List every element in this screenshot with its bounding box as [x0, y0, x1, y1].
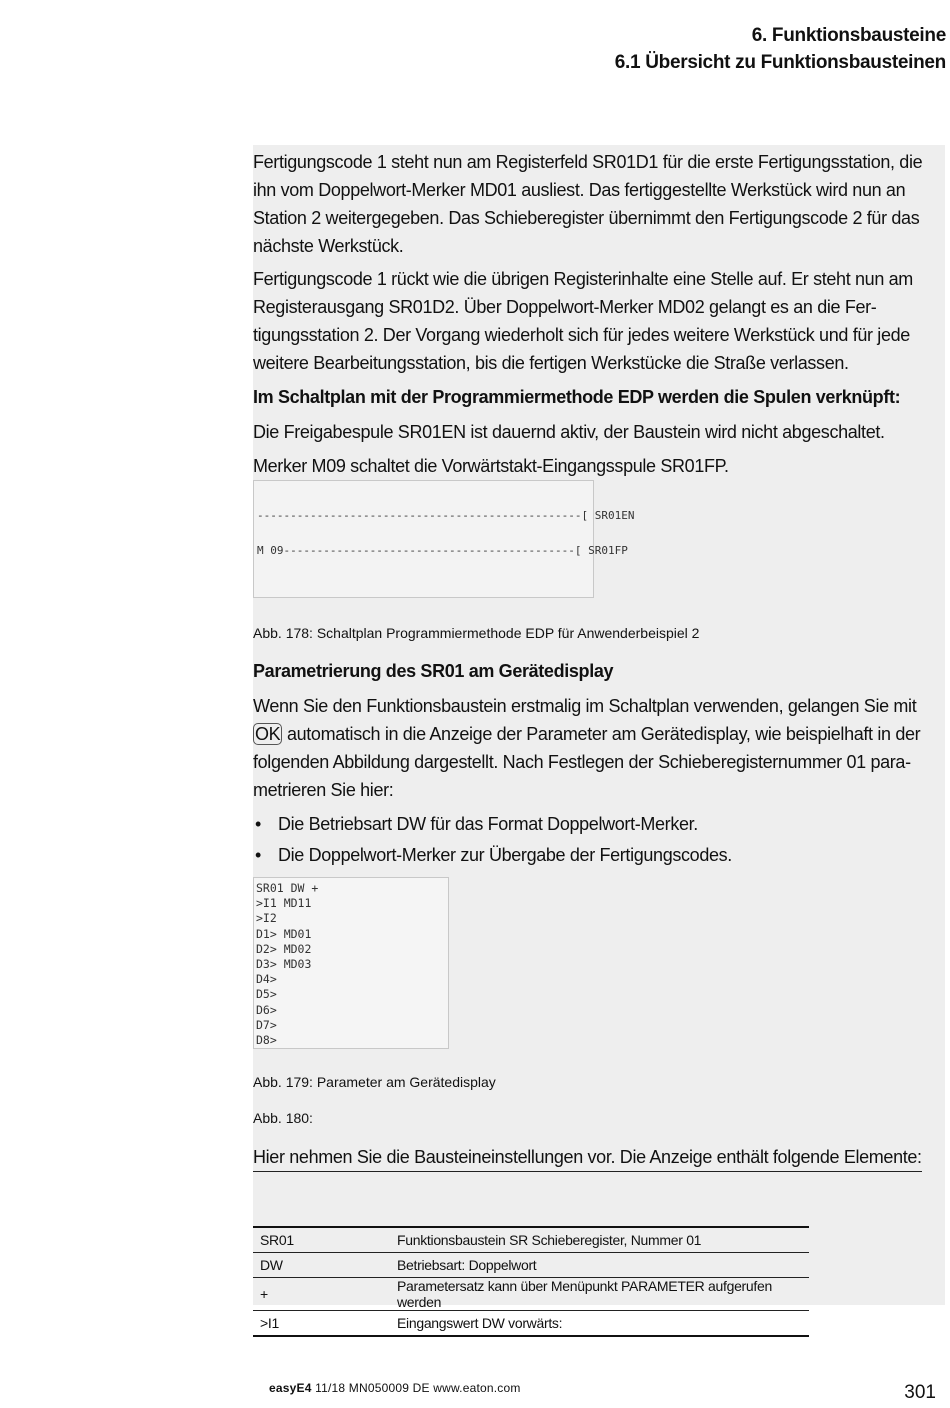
paragraph-5-rest: automatisch in die Anzeige der Parameter am Gerätedisplay, wie beispielhaft in der folgenden Abbildung dargestellt. Nach Festlegen der Schieberegisternummer 01 parametrieren Sie hier:: [253, 724, 921, 800]
table-cell-desc: Parametersatz kann über Menüpunkt PARAMETER aufgerufen werden: [397, 1278, 772, 1310]
display-line: >I1 MD11: [256, 896, 312, 911]
paragraph-5-start: Wenn Sie den Funktionsbaustein erstmalig im Schaltplan verwenden, gelangen Sie mit: [253, 696, 917, 716]
page-footer: [269, 1381, 521, 1395]
elements-table: [253, 1199, 809, 1337]
caption-fig-180: Abb. 180:: [253, 1110, 313, 1126]
circuit-row-forward: M 09--------------------------------------------[ SR01FP: [257, 544, 628, 557]
caption-fig-179: Abb. 179: Parameter am Gerätedisplay: [253, 1074, 496, 1090]
heading-edp: Im Schaltplan mit der Programmiermethode EDP werden die Spulen verknüpft:: [253, 387, 901, 407]
table-top-rule: [253, 1199, 809, 1227]
table-cell-key: +: [260, 1286, 268, 1302]
paragraph-6: Hier nehmen Sie die Bausteineinstellungen vor. Die Anzeige enthält folgende Elemente:: [253, 1143, 922, 1172]
display-line: D7>: [256, 1017, 277, 1032]
bullet-item: • Die Betriebsart DW für das Format Doppelwort-Merker.: [253, 809, 943, 840]
ok-key-icon: OK: [255, 724, 281, 744]
table-cell-key: SR01: [260, 1232, 294, 1248]
display-line: D3> MD03: [256, 957, 312, 972]
display-line: D8>: [256, 1033, 277, 1048]
footer-product: easyE4: [269, 1381, 312, 1395]
caption-fig-178: Abb. 178: Schaltplan Programmiermethode EDP für Anwenderbeispiel 2: [253, 625, 700, 641]
display-line: D2> MD02: [256, 941, 312, 956]
table-row: [253, 1227, 809, 1253]
table-cell-key: DW: [260, 1257, 283, 1273]
page-header: [615, 22, 946, 76]
bullet-item: • Die Doppelwort-Merker zur Übergabe der Fertigungscodes.: [253, 840, 943, 871]
table-row: [253, 1278, 809, 1311]
chapter-title: 6. Funktionsbausteine: [751, 25, 946, 46]
circuit-row-enable: -------------------------------------------------[ SR01EN: [257, 509, 635, 522]
paragraph-5: [253, 692, 943, 804]
paragraph-3: Die Freigabespule SR01EN ist dauernd aktiv, der Baustein wird nicht abgeschaltet.: [253, 422, 885, 442]
display-line: D4>: [256, 972, 277, 987]
paragraph-4: Merker M09 schaltet die Vorwärtstakt-Eingangsspule SR01FP.: [253, 456, 729, 476]
table-cell-key: >I1: [260, 1315, 279, 1331]
table-cell-desc: Betriebsart: Doppelwort: [397, 1257, 537, 1273]
page-number: 301: [904, 1382, 936, 1403]
display-line: D1> MD01: [256, 926, 312, 941]
bullet-list: [253, 809, 943, 871]
table-row: [253, 1253, 809, 1278]
table-cell-desc: Eingangswert DW vorwärts:: [397, 1315, 563, 1331]
paragraph-2: Fertigungscode 1 rückt wie die übrigen Registerinhalte eine Stelle auf. Er steht nun am Registerausgang SR01D2. Über Doppelwort-Merker MD02 gelangt es an die Fertigungsstation 2. Der Vorgang wiederholt sich für jedes weitere Werkstück und für jede weitere Bearbeitungsstation, bis die fertigen Werkstücke die Straße verlassen.: [253, 269, 913, 373]
display-line: >I2: [256, 911, 277, 926]
section-title: 6.1 Übersicht zu Funktionsbausteinen: [614, 52, 946, 73]
display-line: D6>: [256, 1002, 277, 1017]
table-cell-desc: Funktionsbaustein SR Schieberegister, Nummer 01: [397, 1232, 702, 1248]
paragraph-1: Fertigungscode 1 steht nun am Registerfeld SR01D1 für die erste Fertigungsstation, die ihn vom Doppelwort-Merker MD01 ausliest. Das fertiggestellte Werkstück wird nun an Station 2 weitergegeben. Das Schieberegister übernimmt den Fertigungscode 2 für das nächste Werkstück.: [253, 152, 923, 256]
circuit-diagram: [253, 480, 635, 598]
content-area: [253, 145, 945, 1331]
table-row: [253, 1311, 809, 1337]
display-line: D5>: [256, 987, 277, 1002]
heading-parametrierung: Parametrierung des SR01 am Gerätedisplay: [253, 661, 614, 681]
footer-info: 11/18 MN050009 DE www.eaton.com: [311, 1381, 521, 1395]
display-line: SR01 DW +: [256, 881, 319, 895]
device-display: [253, 877, 449, 1049]
